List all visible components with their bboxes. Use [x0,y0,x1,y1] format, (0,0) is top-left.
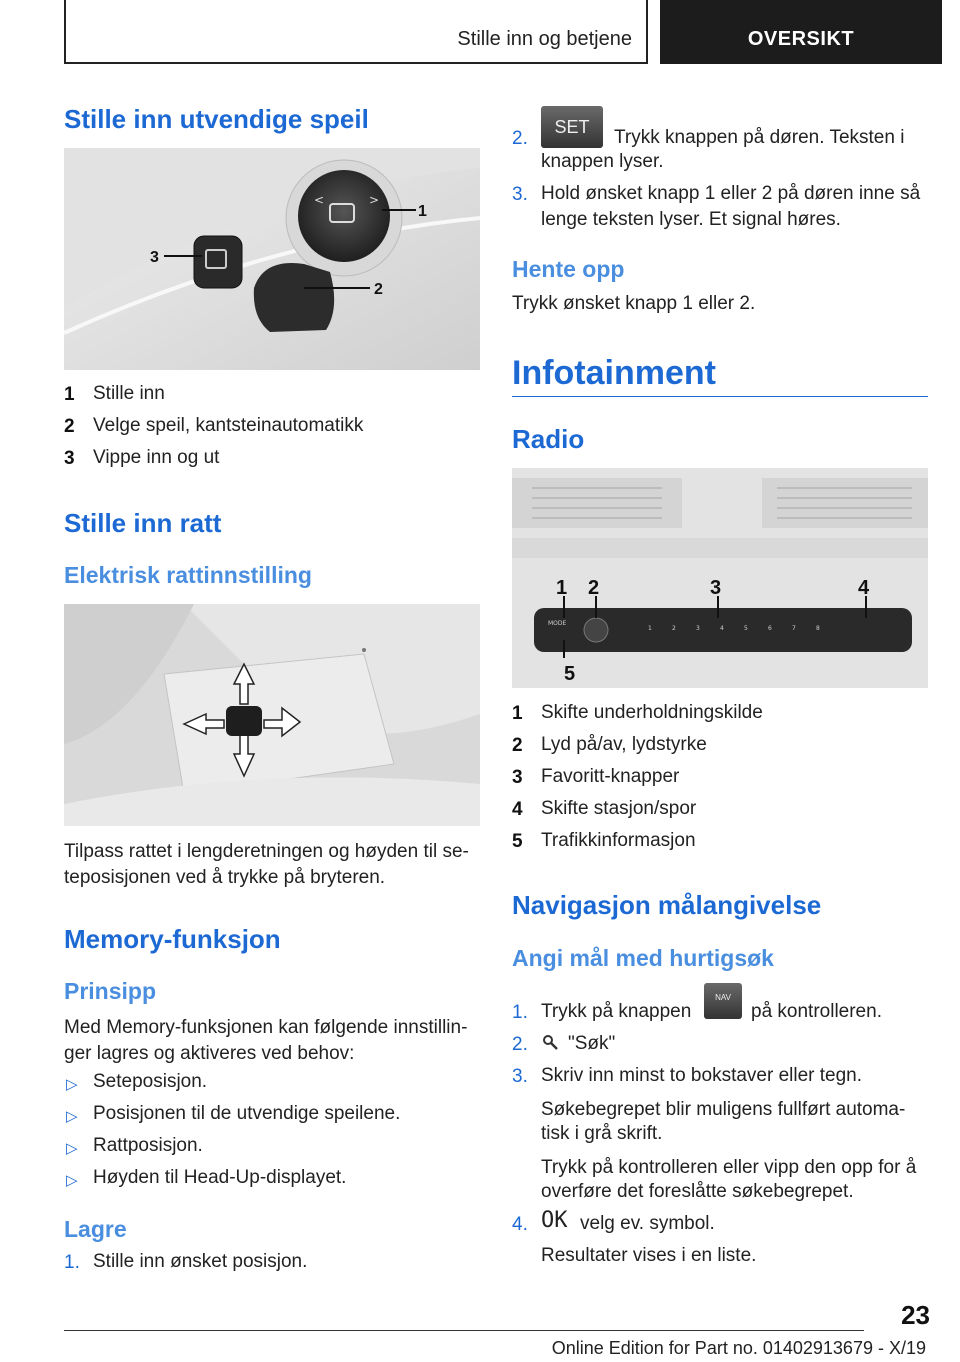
ok-icon: OK [541,1208,568,1233]
principle-title: Prinsipp [64,978,157,1004]
wheel-description-line: Tilpass rattet i lengderetningen og høyden til se‐ [64,841,469,862]
bullet-item: Høyden til Head-Up-displayet. [93,1167,347,1188]
save-title: Lagre [64,1216,127,1242]
radio-preset-label: 7 [792,625,796,632]
wheel-description-line: teposisjonen ved å trykke på bryteren. [64,867,386,888]
save-step-num: 2. [512,128,528,149]
header-section-label: Stille inn og betjene [457,28,632,50]
nav-step-num: 3. [512,1066,528,1087]
recall-title: Hente opp [512,256,625,282]
mirror-label-3: 3 [150,249,159,266]
radio-label-1: 1 [556,577,568,599]
svg-text:>: > [369,193,380,207]
radio-legend-text: Lyd på/av, lydstyrke [541,734,707,755]
nav-step-detail: Søkebegrepet blir muligens fullført automa‐ [541,1099,906,1120]
mirror-control-image [64,148,480,370]
radio-label-3: 3 [710,577,722,599]
mirror-legend-text: Stille inn [93,383,165,404]
infotainment-rule [512,396,928,397]
footer-rule [64,1330,864,1331]
radio-preset-label: 6 [768,625,772,632]
radio-label-5: 5 [564,663,576,685]
save-step-text: knappen lyser. [541,151,664,172]
save-step-text: Trykk knappen på døren. Teksten i [614,127,905,148]
radio-legend-text: Favoritt-knapper [541,766,680,787]
svg-text:<: < [314,193,325,207]
nav-step-text: på kontrolleren. [751,1001,882,1022]
radio-preset-label: 8 [816,625,820,632]
set-button-icon: SET [541,106,603,148]
wheel-section-title: Stille inn ratt [64,508,222,538]
radio-legend-text: Skifte stasjon/spor [541,798,697,819]
principle-text-line: Med Memory-funksjonen kan følgende innstillin‐ [64,1017,468,1038]
radio-preset-label: 5 [744,625,748,632]
bullet-marker-icon: ▷ [66,1140,78,1157]
nav-step-detail: tisk i grå skrift. [541,1123,663,1144]
nav-step-detail: overføre det foreslåtte søkebegrepet. [541,1181,854,1202]
radio-legend-text: Trafikkinformasjon [541,830,696,851]
nav-step-text: "Søk" [568,1033,616,1054]
bullet-item: Rattposisjon. [93,1135,203,1156]
mirror-legend-text: Velge speil, kantsteinautomatikk [93,415,364,436]
save-step-text: Stille inn ønsket posisjon. [93,1251,308,1272]
radio-legend-num: 3 [512,767,523,788]
bullet-item: Seteposisjon. [93,1071,208,1092]
nav-step-num: 1. [512,1002,528,1023]
nav-section-title: Navigasjon målangivelse [512,890,822,920]
nav-step-num: 2. [512,1034,528,1055]
nav-step-detail: Trykk på kontrolleren eller vipp den opp for å [541,1157,917,1178]
recall-text: Trykk ønsket knapp 1 eller 2. [512,293,756,314]
mirror-legend-num: 3 [64,448,75,469]
radio-legend-num: 5 [512,831,523,852]
radio-legend-text: Skifte underholdningskilde [541,702,763,723]
search-icon [542,1034,560,1052]
header-chapter-label: OVERSIKT [747,28,855,50]
radio-legend-num: 1 [512,703,523,724]
radio-label-4: 4 [858,577,870,599]
steering-adjust-image [64,604,480,826]
mirror-label-2: 2 [374,281,383,298]
radio-title: Radio [512,424,585,454]
save-step-num: 3. [512,184,528,205]
memory-section-title: Memory-funksjon [64,924,281,954]
bullet-marker-icon: ▷ [66,1076,78,1093]
wheel-subtitle: Elektrisk rattinnstilling [64,562,312,588]
save-step-num: 1. [64,1252,80,1273]
nav-step-text: Skriv inn minst to bokstaver eller tegn. [541,1065,863,1086]
mirror-section-title: Stille inn utvendige speil [64,104,369,134]
radio-control-image [512,468,928,688]
bullet-marker-icon: ▷ [66,1108,78,1125]
principle-text-line: ger lagres og aktiveres ved behov: [64,1043,355,1064]
nav-step-detail: Resultater vises i en liste. [541,1245,757,1266]
save-step-text: Hold ønsket knapp 1 eller 2 på døren inne så [541,183,921,204]
radio-preset-label: 2 [672,625,676,632]
page-number: 23 [901,1300,930,1330]
radio-legend-num: 2 [512,735,523,756]
radio-legend-num: 4 [512,799,523,820]
mirror-label-1: 1 [418,203,427,220]
save-step-text: lenge teksten lyser. Et signal høres. [541,209,841,230]
radio-mode-label: MODE [548,620,567,627]
radio-preset-label: 1 [648,625,652,632]
mirror-legend-text: Vippe inn og ut [93,447,220,468]
bullet-marker-icon: ▷ [66,1172,78,1189]
nav-step-text: velg ev. symbol. [580,1213,715,1234]
radio-label-2: 2 [588,577,600,599]
radio-preset-label: 3 [696,625,700,632]
mirror-legend-num: 1 [64,384,75,405]
mirror-legend-num: 2 [64,416,75,437]
bullet-item: Posisjonen til de utvendige speilene. [93,1103,401,1124]
footer-edition: Online Edition for Part no. 01402913679 - X/19 [551,1338,926,1358]
nav-step-num: 4. [512,1214,528,1235]
infotainment-title: Infotainment [512,354,716,392]
nav-subtitle: Angi mål med hurtigsøk [512,945,774,971]
nav-button-icon: NAV [704,983,742,1019]
radio-preset-label: 4 [720,625,724,632]
nav-step-text: Trykk på knappen [541,1001,692,1022]
header-section-tab [64,0,648,64]
header-chapter-tab [660,0,942,64]
